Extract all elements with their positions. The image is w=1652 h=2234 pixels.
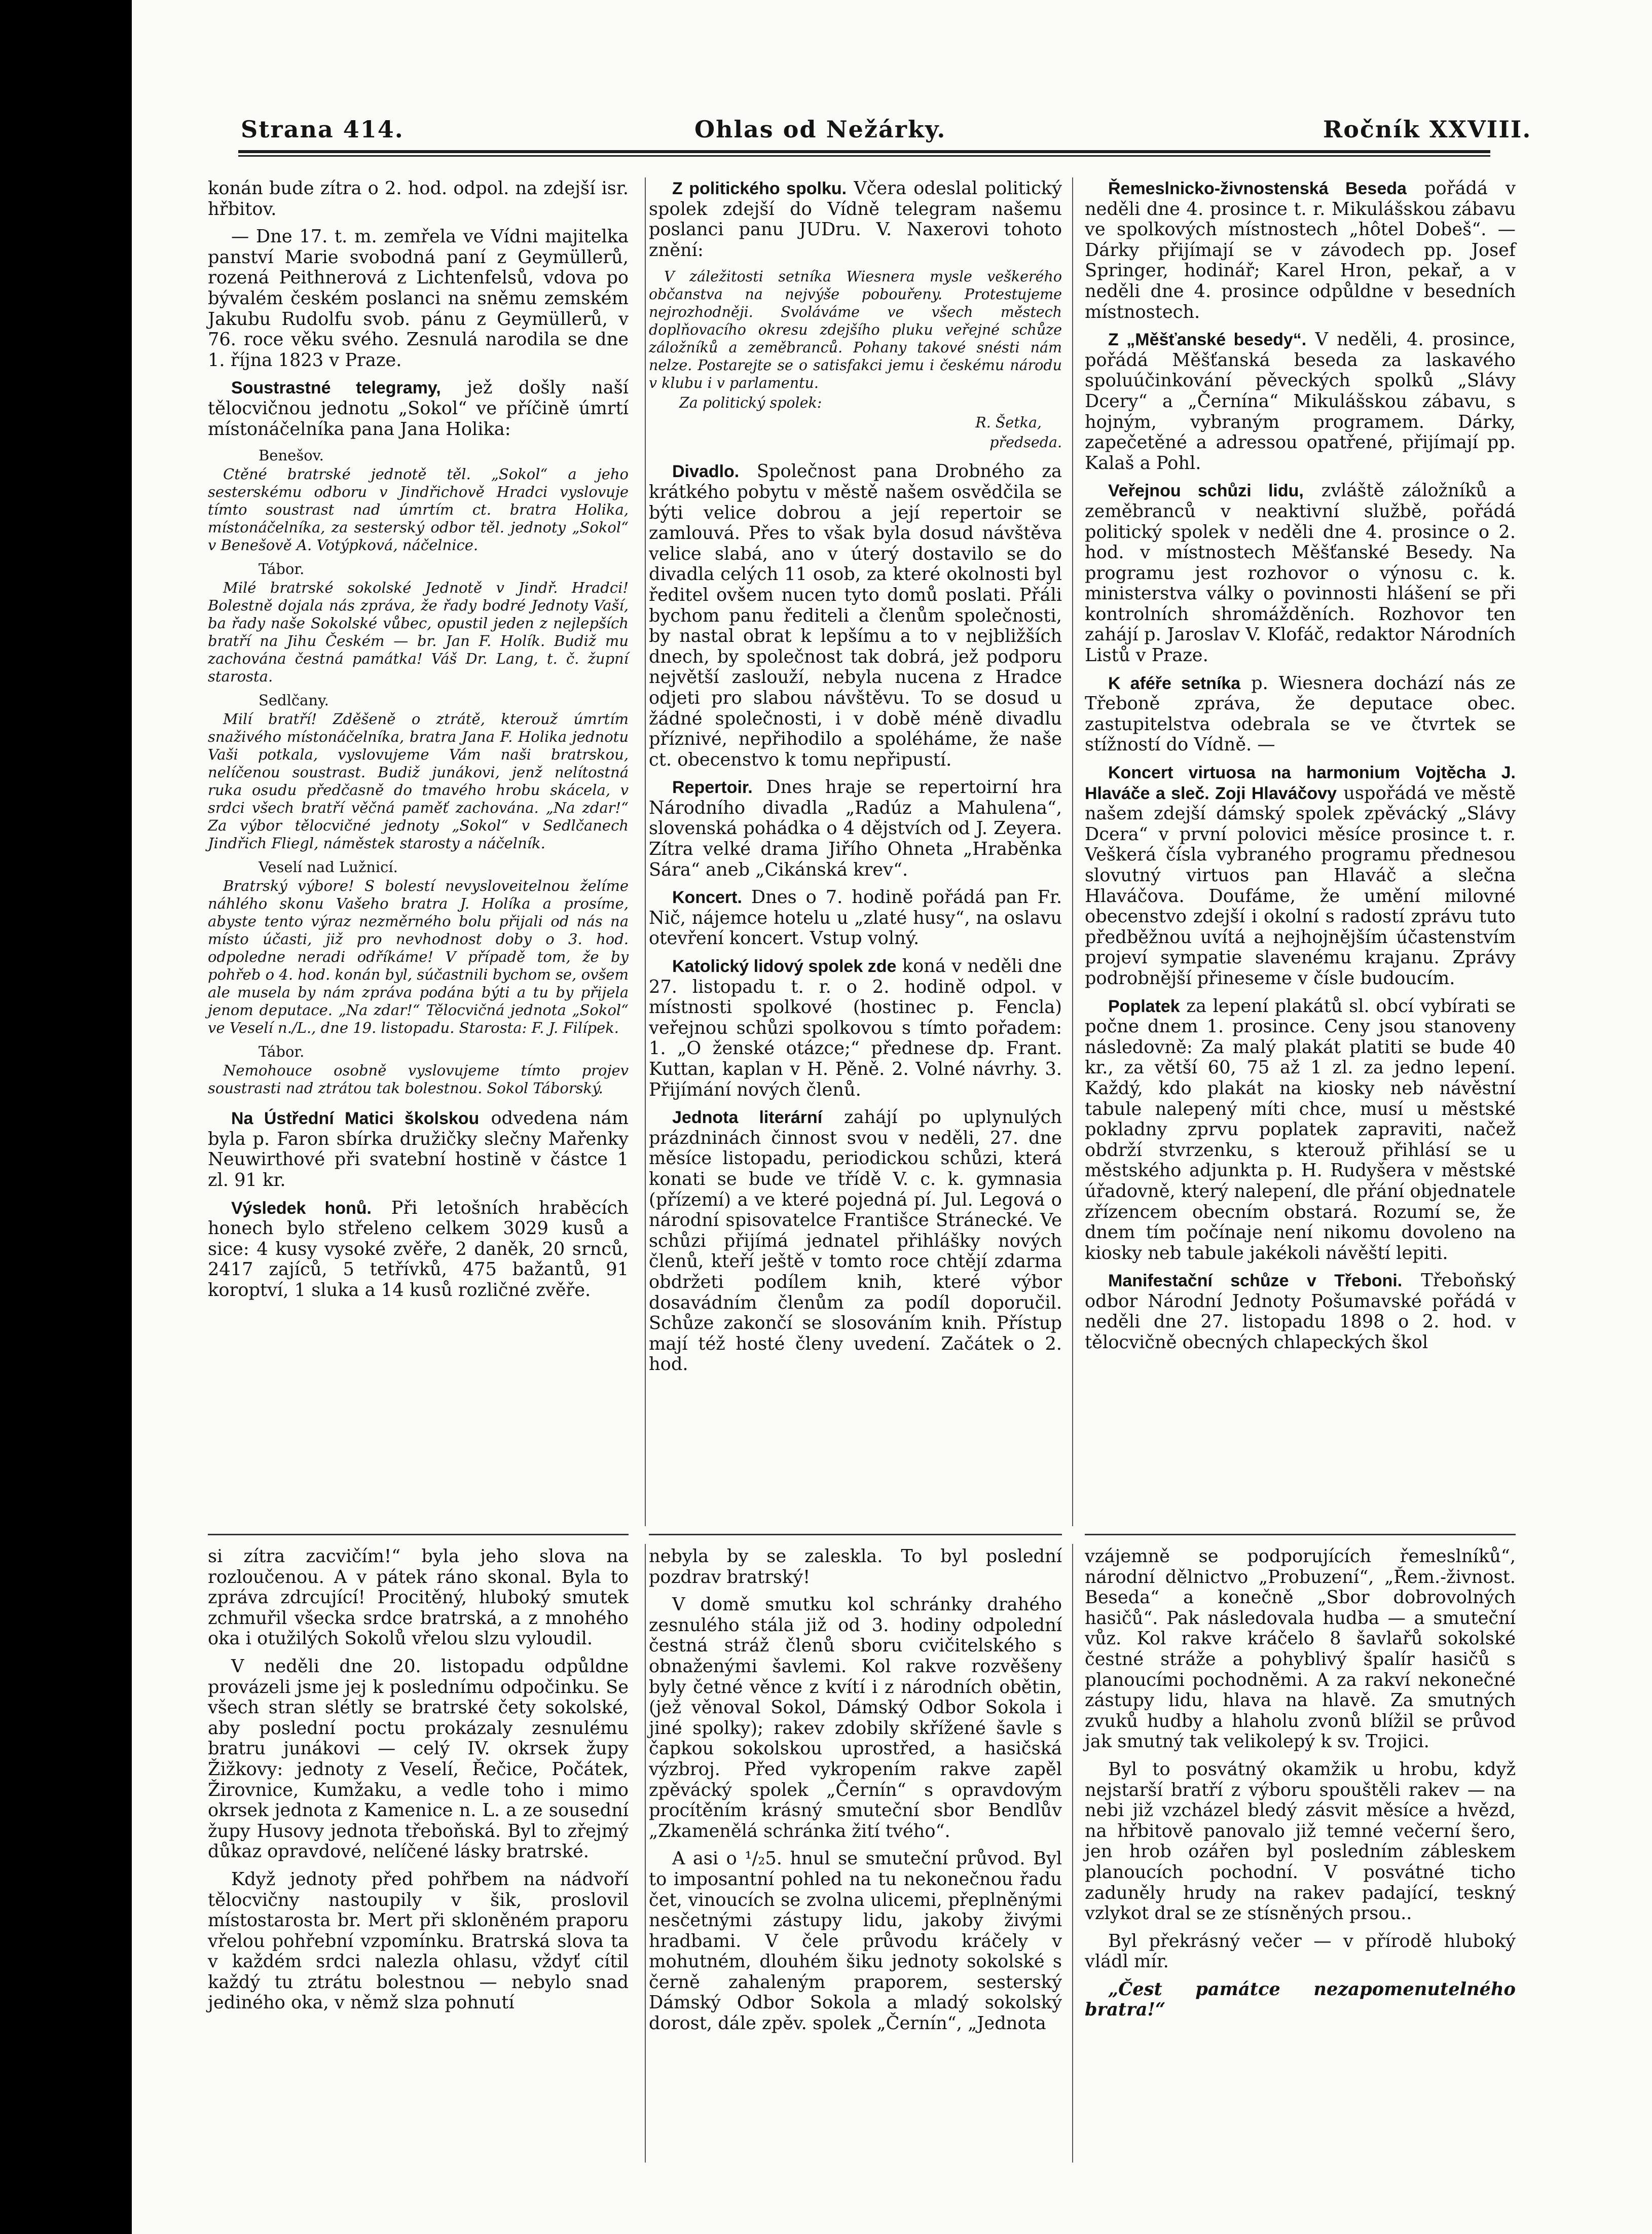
newspaper-page — [132, 0, 1652, 2234]
telegram-place: Sedlčany. — [259, 692, 329, 709]
closing-line: „Čest památce nezapomenutelného bratra!“ — [1085, 1978, 1516, 2021]
signature-title: předseda. — [989, 434, 1062, 451]
article-text: V neděli dne 20. listopadu odpůldne provázeli jsme jej k poslednímu odpočinku. Se všech stran slétly se bratrské čety sokolské, aby poslední poctu prokázaly zesnulému bratru junákovi — celý IV. okrsek župy Žižkovy: jednoty z Veselí, Řečice, Počátek, Žirovnice, Kumžaku, a vedle toho i mimo okrsek jednota z Kamenice n. L. a ze sousední župy Husovy jednota třeboňská. Byl to zřejmý důkaz opravdové, nelíčené lásky bratrské. — [208, 1655, 629, 1862]
telegram-text: Bratrský výbore! S bolestí nevysloveitelnou želíme náhlého skonu Vašeho bratra J. Holíka a prosíme, abyste tento výraz nezměrného bolu přijali od nás na místo účasti, již pro nevhodnost doby o 3. hod. odpoledne neradi odříkáme! V případě tom, že by pohřeb o 4. hod. konán byl, súčastnili bychom se, ovšem ale musela by nám zpráva podána býti a tu by přijela jenom deputace. „Na zdar!“ Tělocvičná jednota „Sokol“ ve Veselí n./L., dne 19. listopadu. Starosta: F. J. Filípek. — [208, 877, 629, 1037]
telegram-place: Veselí nad Lužnicí. — [259, 858, 398, 876]
article-text: A asi o ¹/₂5. hnul se smuteční průvod. Byl to imposantní pohled na tu nekonečnou řadu čet, vinoucích se zvolna ulicemi, přeplněnými nesčetnými zástupy lidu, jakoby živými hradbami. V čele průvodu kráčely v mohutném, dlouhém šiku jednoty sokolské s černě zahaleným praporem, sesterský Dámský Odbor Sokola a mladý sokolský dorost, dále zpěv. spolek „Černín“, „Jednota — [649, 1848, 1062, 2034]
article-text: p. Wiesnera dochází nás ze Třeboně zpráva, že deputace obec. zastupitelstva odebrala se ve čtvrtek se stížností do Vídně. — — [1085, 672, 1516, 755]
article-heading: Z politického spolku. — [672, 179, 847, 198]
article-text: Byl překrásný večer — v přírodě hluboký vládl mír. — [1085, 1930, 1516, 1972]
column-3 — [1085, 178, 1516, 1360]
article-heading: Katolický lidový spolek zde — [672, 957, 897, 977]
article-text: Třeboňský odbor Národní Jednoty Pošumavské pořádá v neděli dne 27. listopadu 1898 o 2. hod. v tělocvičně obecných chlapeckých škol — [1085, 1270, 1516, 1353]
article-heading: Na Ústřední Matici školskou — [231, 1109, 480, 1129]
telegram-place: Benešov. — [259, 447, 324, 464]
article-heading: Koncert. — [672, 888, 742, 908]
article-heading: Z „Měšťanské besedy“. — [1108, 330, 1307, 350]
article-text: nebyla by se zaleskla. To byl poslední pozdrav bratrský! — [649, 1546, 1062, 1588]
volume-number: Ročník XXVIII. — [1323, 116, 1532, 143]
bottom-column-2 — [649, 1546, 1062, 2041]
page-number: Strana 414. — [241, 116, 404, 143]
article-heading: Veřejnou schůzi lidu, — [1108, 481, 1304, 501]
article-heading: Divadlo. — [672, 462, 740, 482]
telegram-text: Milí bratří! Zděšeně o ztrátě, kterouž úmrtím snaživého místonáčelníka, bratra Jana F. Holika jednotu Vaši potkala, vyslovujeme Vám naši bratrskou, nelíčenou soustrast. Budiž junákovi, jenž nelítostná ruka osudu předčasně do tmavého hrobu skácela, v srdci všech bratří věčná paměť zachována. „Na zdar!“ Za výbor tělocvičné jednoty „Sokol“ v Sedlčanech Jindřich Fliegl, náměstek starosty a náčelník. — [208, 710, 629, 852]
column-divider — [1072, 177, 1073, 1526]
article-heading: Výsledek honů. — [231, 1198, 372, 1218]
article-heading: Soustrastné telegramy, — [231, 378, 441, 398]
column-2 — [649, 178, 1062, 1382]
column-1 — [208, 178, 629, 1308]
telegram-list — [208, 447, 629, 1097]
article-text: vzájemně se podporujících řemeslníků“, národní dělnictvo „Probuzení“, „Řem.-živnost. Beseda“ a konečně „Sbor dobrovolných hasičů“. Pak následovala hudba — a smuteční vůz. Kol rakve kráčelo 8 šavlařů sokolské čestné stráže a pohyblivý špalír hasičů s planoucími pochodněmi. A za rakví nekonečné zástupy lidu, hlava na hlavě. Za smutných zvuků hudby a hlaholu zvonů blížil se průvod jak smutný tak velikolepý k sv. Trojici. — [1085, 1546, 1516, 1752]
masthead-title: Ohlas od Nežárky. — [694, 116, 946, 143]
article-heading: Koncert virtuosa na harmonium Vojtěcha J. Hlaváče a sleč. Zoji Hlaváčovy — [1085, 763, 1516, 803]
article-heading: Repertoir. — [672, 778, 753, 798]
section-divider — [208, 1534, 629, 1535]
article-heading: Poplatek — [1108, 996, 1180, 1016]
article-text: Dnes hraje se repertoirní hra Národního divadla „Radúz a Mahulena“, slovenská pohádka o 4 dějstvích od J. Zeyera. Zítra velké drama Jiřího Ohneta „Hraběnka Sára“ aneb „Cikánská krev“. — [649, 777, 1062, 880]
signature-line: Za politický spolek: — [679, 394, 822, 412]
article-text: V neděli, 4. prosince, pořádá Měšťanská beseda za laskavého spoluúčinkování pěveckých spolků „Slávy Dcery“ a „Černína“ Mikulášskou zábavu, s hojným, vybraným programem. Dárky, zapečetěné a adressou opatřené, přijímají pp. Kalaš a Pohl. — [1085, 329, 1516, 474]
telegram-text: Milé bratrské sokolské Jednotě v Jindř. Hradci! Bolestně dojala nás zpráva, že řady bodré Jednoty Vaší, ba řady naše Sokolské vůbec, opustil jeden z nejlepších bratří na Jihu Českém — br. Jan F. Holík. Budiž mu zachována čestná památka! Váš Dr. Lang, t. č. župní starosta. — [208, 579, 629, 686]
article-text: Včera odeslal politický spolek zdejší do Vídně telegram našemu poslanci panu JUDru. V. Naxerovi tohoto znění: — [649, 178, 1062, 261]
article-text: V domě smutku kol schránky drahého zesnulého stála již od 3. hodiny odpolední čestná stráž členů sboru cvičitelského s obnaženými šavlemi. Kol rakve rozvěšeny byly četné věnce z kvítí i z národních obětin, (jež věnoval Sokol, Dámský Odbor Sokola i jiné spolky); rakev zdobily skřížené šavle s čapkou sokolskou uprostřed, a hasičská výzbroj. Před vykropením rakve zapěl zpěvácký spolek „Černín“ s opravdovým procítěním krásný smuteční sbor Bendlův „Zkamenělá schránka žití tvého“. — [649, 1594, 1062, 1842]
article-text: Dnes o 7. hodině pořádá pan Fr. Nič, nájemce hotelu u „zlaté husy“, na oslavu otevření koncert. Vstup volný. — [649, 887, 1062, 949]
section-divider — [649, 1534, 1062, 1535]
header-rule-thin — [238, 155, 1490, 157]
article-heading: Řemeslnicko-živnostenská Beseda — [1108, 179, 1407, 198]
header-rule — [238, 150, 1490, 153]
telegram-text: Ctěné bratrské jednotě těl. „Sokol“ a jeho sesterskému odboru v Jindřichově Hradci vyslovuje tímto soustrast nad úmrtím ct. bratra Holika, místonáčelníka, za sesterský odbor těl. jednoty „Sokol“ v Benešově A. Votýpková, náčelnice. — [208, 465, 629, 554]
telegram-text: V záležitosti setníka Wiesnera mysle veškerého občanstva na nejvýše pobouřeny. Protestujeme nejrozhodněji. Svoláváme ve všech městech doplňovacího okresu zdejšího pluku veřejné schůze záložníků a zeměbranců. Pohany takové snésti nám nelze. Postarejte se o satisfakci jemu i českému národu v klubu i v parlamentu. — [649, 268, 1062, 392]
article-text: koná v neděli dne 27. listopadu t. r. o 2. hodině odpol. v místnosti spolkové (hostinec p. Fencla) veřejnou schůzi spolkovou s tímto pořadem: 1. „O ženské otázce;“ přednese dp. Frant. Kuttan, kaplan v H. Pěně. 2. Volné návrhy. 3. Přijímání nových členů. — [649, 956, 1062, 1100]
telegram-text: Nemohouce osobně vyslovujeme tímto projev soustrasti nad ztrátou tak bolestnou. Sokol Táborský. — [208, 1062, 629, 1097]
article-obituary: — Dne 17. t. m. zemřela ve Vídni majitelka panství Marie svobodná paní z Geymüllerů, rozená Peithnerová z Lichtenfelsů, vdova po bývalém českém poslanci na sněmu zemském Jakubu Rudolfu svob. pánu z Geymüllerů, v 76. roce věku svého. Zesnulá narodila se dne 1. října 1823 v Praze. — [208, 226, 629, 371]
article-text: si zítra zacvičím!“ byla jeho slova na rozloučenou. A v pátek ráno skonal. Byla to zpráva zdrcující! Procitěný, hluboký smutek zchmuřil všecka srdce bratrská, a z mnohého oka i otužilých Sokolů vřelou slzu vyloudil. — [208, 1546, 629, 1649]
bottom-column-1 — [208, 1546, 629, 2021]
article-heading: Manifestační schůze v Třeboni. — [1108, 1271, 1403, 1291]
article-text: Společnost pana Drobného za krátkého pobytu v městě našem osvědčila se býti velice dobrou a její repertoir se zamlouvá. Přes to však byla dosud návštěva velice slabá, ano v úterý dostavilo se do divadla celých 11 osob, za které okolnosti byl ředitel ovšem nucen tyto domů poslati. Přáli bychom panu řediteli a členům společnosti, by nastal obrat k lepšímu a to v nejbližších dnech, by společnost tak dobrá, jež podporu největší zaslouží, nebyla nucena z Hradce odjeti pro slabou návštěvu. To se dosud u žádné společnosti, i v době méně divadlu příznivé, nepřihodilo a spoléháme, že naše ct. obecenstvo k tomu nepřipustí. — [649, 461, 1062, 770]
section-divider — [1085, 1534, 1516, 1535]
article-text: zvláště záložníků a zeměbranců v neaktivní službě, pořádá politický spolek v neděli dne 4. prosince o 2. hod. v místnostech Měšťanské Besedy. Na programu jest rozhovor o výnosu c. k. ministerstva války o povinnosti hlášení se při kontrolních shromážděních. Rozhovor ten zahájí p. Jaroslav V. Klofáč, redaktor Národních Listů v Praze. — [1085, 480, 1516, 666]
telegram-place: Tábor. — [259, 1043, 305, 1061]
article-continuation: konán bude zítra o 2. hod. odpol. na zdejší isr. hřbitov. — [208, 178, 629, 220]
signature-name: R. Šetka, — [975, 414, 1042, 431]
column-divider — [645, 1544, 646, 2163]
article-heading: Jednota literární — [672, 1108, 823, 1128]
article-text: za lepení plakátů sl. obcí vybírati se počne dnem 1. prosince. Ceny jsou stanoveny následovně: Za malý plakát platiti se bude 40 kr., za větší 60, 75 až 1 zl. za jedno lepení. Každý, kdo plakát na kiosky neb návěstní tabule nalepený míti chce, musí u městské pokladny zprvu poplatek zapraviti, načež obdrží stvrzenku, s kterouž přihlásí se u městského adjunkta p. H. Rudyšera v městské úřadovně, který nalepení, dle přání objednatele zřízencem obecním obstará. Rozumí se, že dnem tím počínaje není nikomu dovoleno na kiosky neb tabule jakékoli návěští lepiti. — [1085, 995, 1516, 1264]
article-text: Když jednoty před pohřbem na nádvoří tělocvičny nastoupily v šik, proslovil místostarosta br. Mert při skloněném praporu vřelou pohřební vzpomínku. Bratrská slova ta v každém srdci nalezla ohlasu, vždyť cítil každý tu ztrátu bolestnou — nebylo snad jediného oka, v němž slza pohnutí — [208, 1868, 629, 2013]
article-text: jež došly naší tělocvičnou jednotu „Sokol“ ve příčině úmrtí místonáčelníka pana Jana Holika: — [208, 377, 629, 440]
telegram-quote — [649, 268, 1062, 451]
article-text: zahájí po uplynulých prázdninách činnost svou v neděli, 27. dne měsíce listopadu, periodickou schůzi, která konati se bude ve třídě V. c. k. gymnasia (přízemí) a ve které pojedná pí. Jul. Legová o národní spisovatelce Františce Stránecké. Ve schůzi přijímá jednatel přihlášky nových členů, kteří ještě v tomto roce chtějí zdarma obdržeti podílem knih, které výbor dosavádním členům za podíl doporučil. Schůze zakončí se slosováním knih. Přístup mají též hosté členy uvedení. Začátek o 2. hod. — [649, 1107, 1062, 1375]
column-divider — [645, 177, 646, 1526]
telegram-place: Tábor. — [259, 560, 305, 578]
column-divider — [1072, 1544, 1073, 2163]
article-text: odvedena nám byla p. Faron sbírka družičky slečny Mařenky Neuwirthové při svatební hostině v částce 1 zl. 91 kr. — [208, 1108, 629, 1191]
article-text: pořádá v neděli dne 4. prosince t. r. Mikulášskou zábavu ve spolkových místnostech „hôtel Dobeš“. — Dárky přijímají se v závodech pp. Josef Springer, hodinář; Karel Hron, pekař, a v neděli dne 4. prosince odpůldne v besedních místnostech. — [1085, 178, 1516, 322]
bottom-column-3 — [1085, 1546, 1516, 2028]
article-heading: K aféře setníka — [1108, 673, 1241, 693]
article-text: uspořádá ve městě našem zdejší dámský spolek zpěvácký „Slávy Dcera“ v první polovici měsíce prosince t. r. Veškerá čísla vybraného programu přednesou slovutný virtuos pan Hlaváč a slečna Hlaváčova. Doufáme, že umění milovné obecenstvo zdejší i okolní s radostí zprávu tuto předběžnou uvítá a nejhojnějším účastenstvím projeví sympatie slavenému krajanu. Zprávy podrobnější přineseme v čísle budoucím. — [1085, 782, 1516, 989]
article-text: Při letošních hraběcích honech bylo střeleno celkem 3029 kusů a sice: 4 kusy vysoké zvěře, 2 daněk, 20 srnců, 2417 zajíců, 5 tetřívků, 475 bažantů, 91 koroptví, 1 sluka a 14 kusů rozličné zvěře. — [208, 1197, 629, 1301]
article-text: Byl to posvátný okamžik u hrobu, když nejstarší bratří z výboru spouštěli rakev — na nebi již vzcházel bledý zásvit měsíce a hvězd, na hřbitově panovalo již temné večerní šero, jen hrob ozářen byl posledním zábleskem planoucích pochodní. V posvátné ticho zaduněly hrudy na rakev padající, teskný vzlykot dral se ze stísněných prsou.. — [1085, 1758, 1516, 1924]
